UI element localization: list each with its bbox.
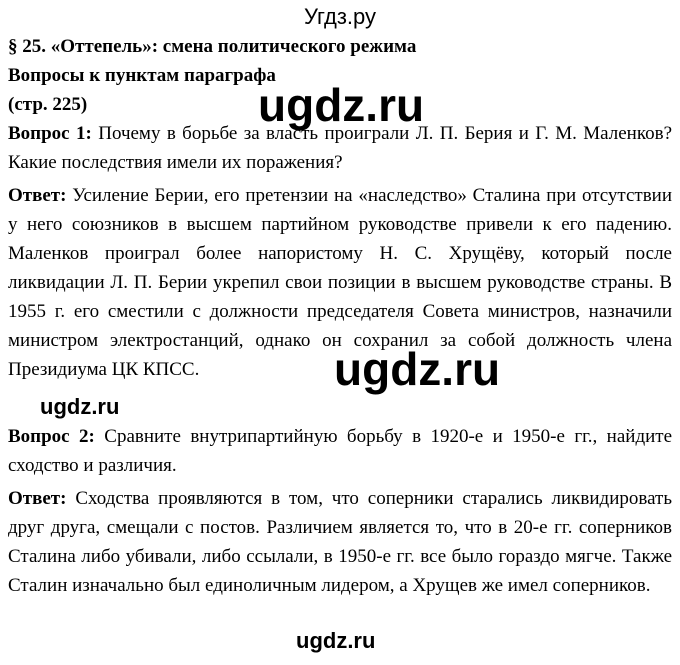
answer-2-label: Ответ: [8,488,67,509]
question-2-label: Вопрос 2: [8,426,95,447]
question-1-label: Вопрос 1: [8,123,92,144]
answer-2-text: Сходства проявляются в том, что соперники старались ликвидировать друг друга, смещали с постов. Различием является то, что в 20-е гг. соперников Сталина либо убивали, либо ссылали, в 1950-е гг. все было гораздо мягче. Также Сталин изначально был единоличным лидером, а Хрущев же имел соперников. [8,488,672,596]
watermark-large-middle: ugdz.ru [334,343,501,395]
question-2 [8,422,672,480]
question-1-text: Почему в борьбе за власть проиграли Л. П. Берия и Г. М. Маленков? Какие последствия имели их поражения? [8,123,673,173]
section-title: § 25. «Оттепель»: смена политического режима [8,36,417,57]
watermark-large-top: ugdz.ru [258,79,425,131]
question-2-text: Сравните внутрипартийную борьбу в 1920-е и 1950-е гг., найдите сходство и различия. [8,426,673,476]
watermark-small-left: ugdz.ru [40,394,120,419]
page-reference: (стр. 225) [8,94,88,115]
answer-1-label: Ответ: [8,185,67,206]
site-title: Угдз.ру [303,4,377,29]
subheading: Вопросы к пунктам параграфа [8,65,276,86]
answer-1-text: Усиление Берии, его претензии на «наследство» Сталина при отсутствии у него союзников в высшем партийном руководстве привели к его падению. Маленков проиграл более напористому Н. С. Хрущёву, который после ликвидации Л. П. Берии укрепил свои позиции в высшем руководстве страны. В 1955 г. его сместили с должности председателя Совета министров, назначили министром электростанций, однако он сохранил за собой должность члена Президиума ЦК КПСС. [8,185,672,380]
answer-2 [8,484,672,600]
watermark-small-bottom: ugdz.ru [296,628,376,653]
